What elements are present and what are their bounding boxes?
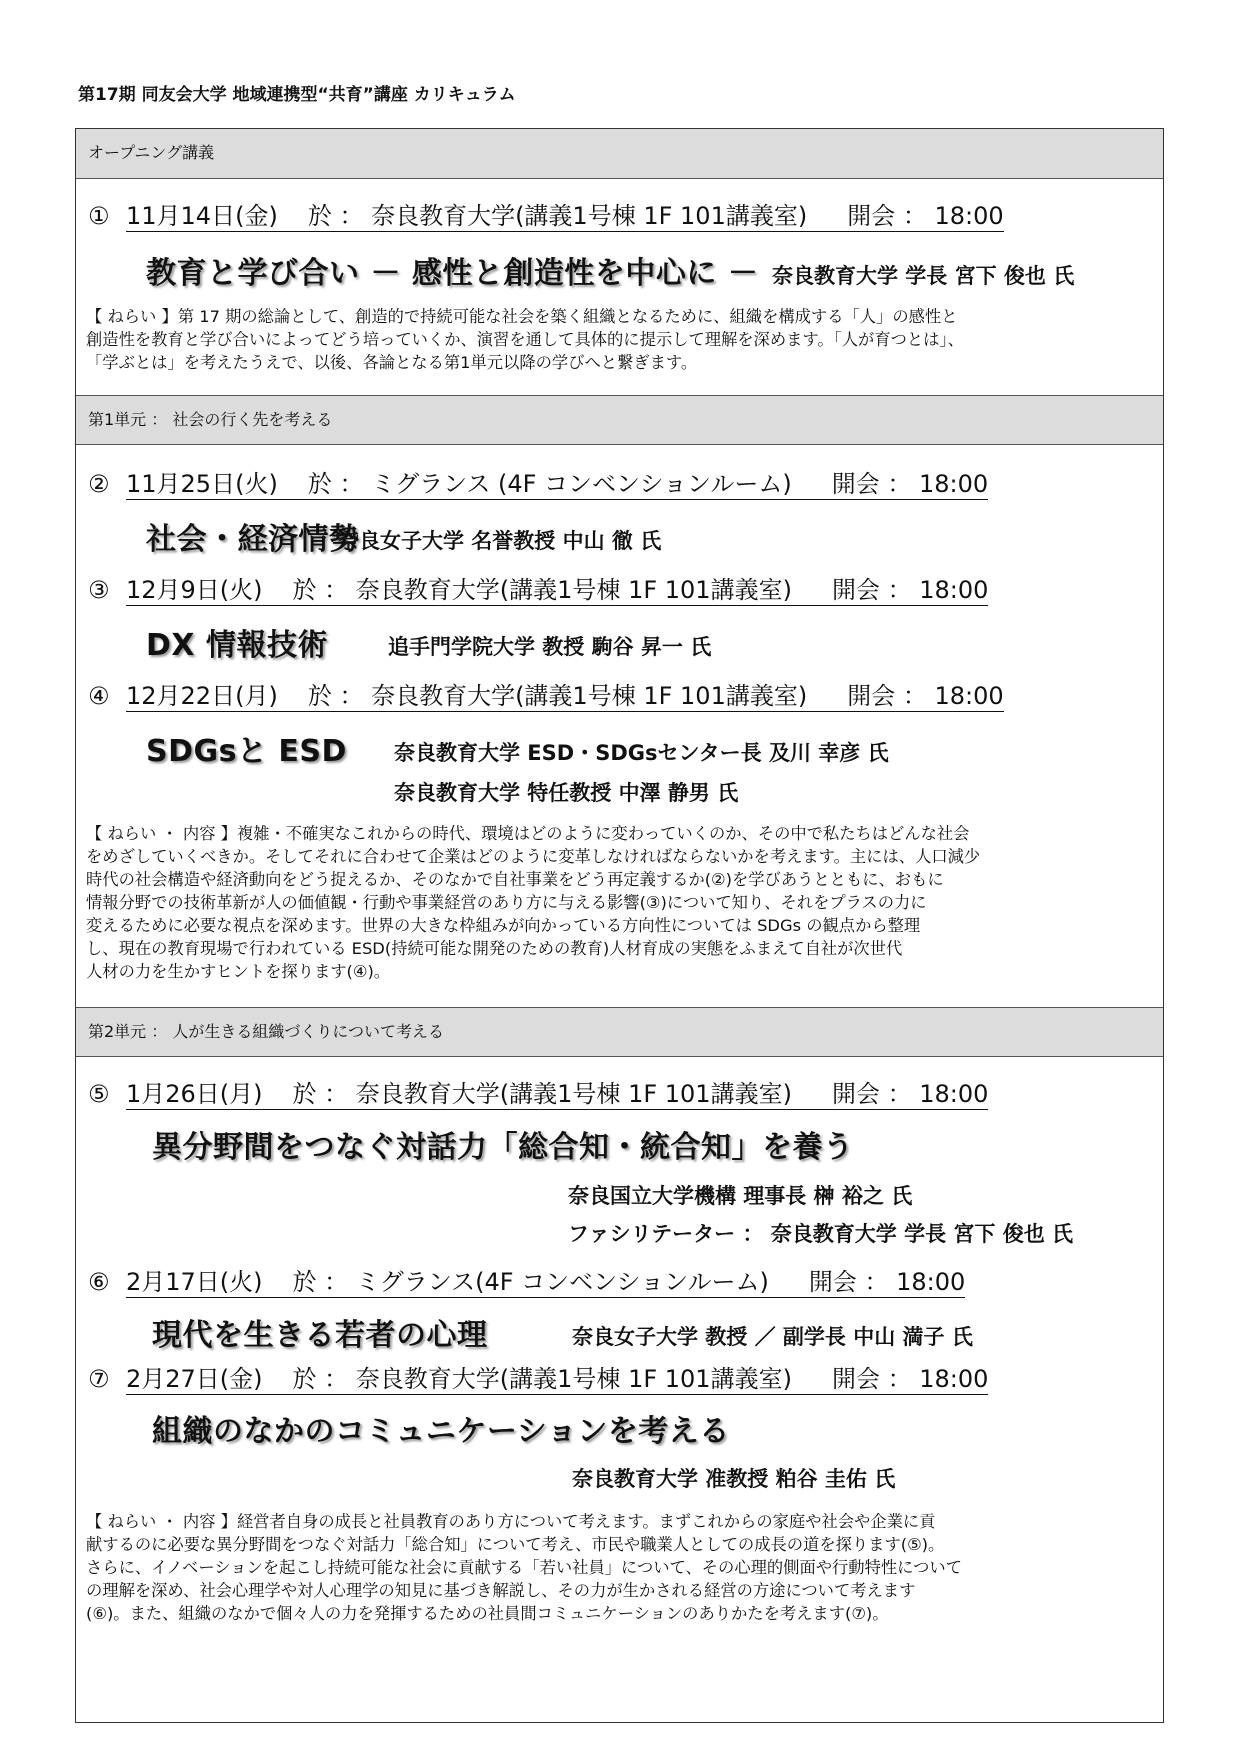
speaker-1: 奈良教育大学 学長 宮下 俊也 氏 [772, 264, 1075, 288]
aim-line: 【 ねらい ・ 内容 】経営者自身の成長と社員教育のあり方について考えます。まずこれからの家庭や社会や企業に貢 [86, 1512, 936, 1531]
session-venue: 於 ： 奈良教育大学(講義1号棟 1F 101講義室) [307, 202, 808, 230]
aim-line: し、現在の教育現場で行われている ESD(持続可能な開発のための教育)人材育成の実態をふまえて自社が次世代 [86, 939, 903, 958]
speaker-7: 奈良教育大学 准教授 粕谷 圭佑 氏 [572, 1467, 896, 1491]
session-date: 11月25日(火) [126, 470, 278, 498]
session-time: 開会 ： 18:00 [831, 1365, 989, 1393]
session-number: ⑤ [88, 1080, 110, 1108]
aim-line: 創造性を教育と学び合いによってどう培っていくか、演習を通して具体的に提示して理解を深めます。「人が育つとは」、 [86, 330, 964, 349]
aim-line: をめざしていくべきか。そしてそれに合わせて企業はどのように変革しなければならないかを考えます。主には、人口減少 [86, 847, 981, 866]
session-3-header [88, 575, 988, 605]
lecture-title-6: 現代を生きる若者の心理 [152, 1318, 488, 1353]
document-title: 第17期 同友会大学 地域連携型“共育”講座 カリキュラム [78, 85, 516, 105]
speaker-3: 追手門学院大学 教授 駒谷 昇一 氏 [388, 635, 712, 659]
session-5-header [88, 1079, 988, 1109]
lecture-title-4: SDGsと ESD [146, 734, 347, 769]
session-time: 開会 ： 18:00 [831, 1080, 989, 1108]
section-header-unit2: 第2単元 ： 人が生きる組織づくりについて考える [76, 1007, 1163, 1057]
session-number: ③ [88, 576, 110, 604]
aim-line: の理解を深め、社会心理学や対人心理学の知見に基づき解説し、その力が生かされる経営の方途について考えます [86, 1581, 916, 1600]
aim-line: 変えるために必要な視点を深めます。世界の大きな枠組みが向かっている方向性については SDGs の観点から整理 [86, 916, 921, 935]
aim-block-opening [86, 305, 1156, 374]
session-date: 2月27日(金) [126, 1365, 263, 1393]
session-venue: 於 ： 奈良教育大学(講義1号棟 1F 101講義室) [292, 1080, 792, 1108]
session-date: 11月14日(金) [126, 202, 278, 230]
speaker-6: 奈良女子大学 教授 ／ 副学長 中山 満子 氏 [572, 1325, 973, 1349]
session-number: ① [88, 202, 110, 230]
aim-line: 【 ねらい 】第 17 期の総論として、創造的で持続可能な社会を築く組織となるために、組織を構成する「人」の感性と [86, 307, 958, 326]
session-time: 開会 ： 18:00 [808, 1268, 966, 1296]
speaker-5: 奈良国立大学機構 理事長 榊 裕之 氏 [568, 1184, 913, 1208]
session-number: ⑦ [88, 1365, 110, 1393]
aim-line: 「学ぶとは」を考えたうえで、以後、各論となる第1単元以降の学びへと繋ぎます。 [86, 353, 698, 372]
lecture-title-1: 教育と学び合い － 感性と創造性を中心に － [146, 256, 759, 291]
aim-line: 【 ねらい ・ 内容 】複雑・不確実なこれからの時代、環境はどのように変わっていくのか、その中で私たちはどんな社会 [86, 824, 970, 843]
aim-block-unit2 [86, 1510, 1156, 1625]
speaker-4b: 奈良教育大学 特任教授 中澤 静男 氏 [394, 781, 739, 805]
session-date: 12月9日(火) [126, 576, 263, 604]
lecture-title-7: 組織のなかのコミュニケーションを考える [152, 1414, 730, 1449]
lecture-title-3: DX 情報技術 [146, 628, 328, 663]
section-header-unit1: 第1単元 ： 社会の行く先を考える [76, 395, 1163, 445]
section-header-opening: オープニング講義 [76, 129, 1163, 179]
session-venue: 於 ： 奈良教育大学(講義1号棟 1F 101講義室) [307, 682, 808, 710]
aim-line: さらに、イノベーションを起こし持続可能な社会に貢献する「若い社員」について、その心理的側面や行動特性について [86, 1558, 962, 1577]
session-number: ④ [88, 682, 110, 710]
aim-line: 人材の力を生かすヒントを探ります(④)。 [86, 962, 391, 981]
session-date: 12月22日(月) [126, 682, 278, 710]
aim-line: (⑥)。また、組織のなかで個々人の力を発揮するための社員間コミュニケーションのありかたを考えます(⑦)。 [86, 1604, 889, 1623]
session-number: ⑥ [88, 1268, 110, 1296]
aim-line: 情報分野での技術革新が人の価値観・行動や事業経営のあり方に与える影響(③)について知り、それをプラスの力に [86, 893, 927, 912]
session-date: 1月26日(月) [126, 1080, 263, 1108]
session-number: ② [88, 470, 110, 498]
session-6-header [88, 1267, 965, 1297]
session-venue: 於 ： 奈良教育大学(講義1号棟 1F 101講義室) [292, 576, 792, 604]
speaker-4a: 奈良教育大学 ESD・SDGsセンター長 及川 幸彦 氏 [394, 741, 889, 765]
session-venue: 於 ： 奈良教育大学(講義1号棟 1F 101講義室) [292, 1365, 792, 1393]
aim-line: 献するのに必要な異分野間をつなぐ対話力「総合知」について考え、市民や職業人としての成長の道を探ります(⑤)。 [86, 1535, 945, 1554]
session-2-header [88, 469, 988, 499]
curriculum-table [75, 128, 1164, 1723]
session-time: 開会 ： 18:00 [847, 682, 1004, 710]
session-venue: 於 ： ミグランス(4F コンベンションルーム) [292, 1268, 769, 1296]
session-7-header [88, 1364, 988, 1394]
lecture-title-5: 異分野間をつなぐ対話力「総合知・統合知」を養う [152, 1130, 854, 1165]
session-1-header [88, 201, 1004, 231]
facilitator-5: ファシリテーター ： 奈良教育大学 学長 宮下 俊也 氏 [568, 1222, 1074, 1246]
session-4-header [88, 681, 1004, 711]
session-time: 開会 ： 18:00 [831, 470, 989, 498]
session-venue: 於 ： ミグランス (4F コンベンションルーム) [307, 470, 792, 498]
session-time: 開会 ： 18:00 [831, 576, 989, 604]
session-date: 2月17日(火) [126, 1268, 263, 1296]
aim-block-unit1 [86, 822, 1156, 983]
lecture-title-2: 社会・経済情勢 [146, 522, 360, 557]
session-time: 開会 ： 18:00 [847, 202, 1004, 230]
aim-line: 時代の社会構造や経済動向をどう捉えるか、そのなかで自社事業をどう再定義するか(②)を学びあうとともに、おもに [86, 870, 944, 889]
speaker-2: 奈良女子大学 名誉教授 中山 徹 氏 [338, 529, 662, 553]
